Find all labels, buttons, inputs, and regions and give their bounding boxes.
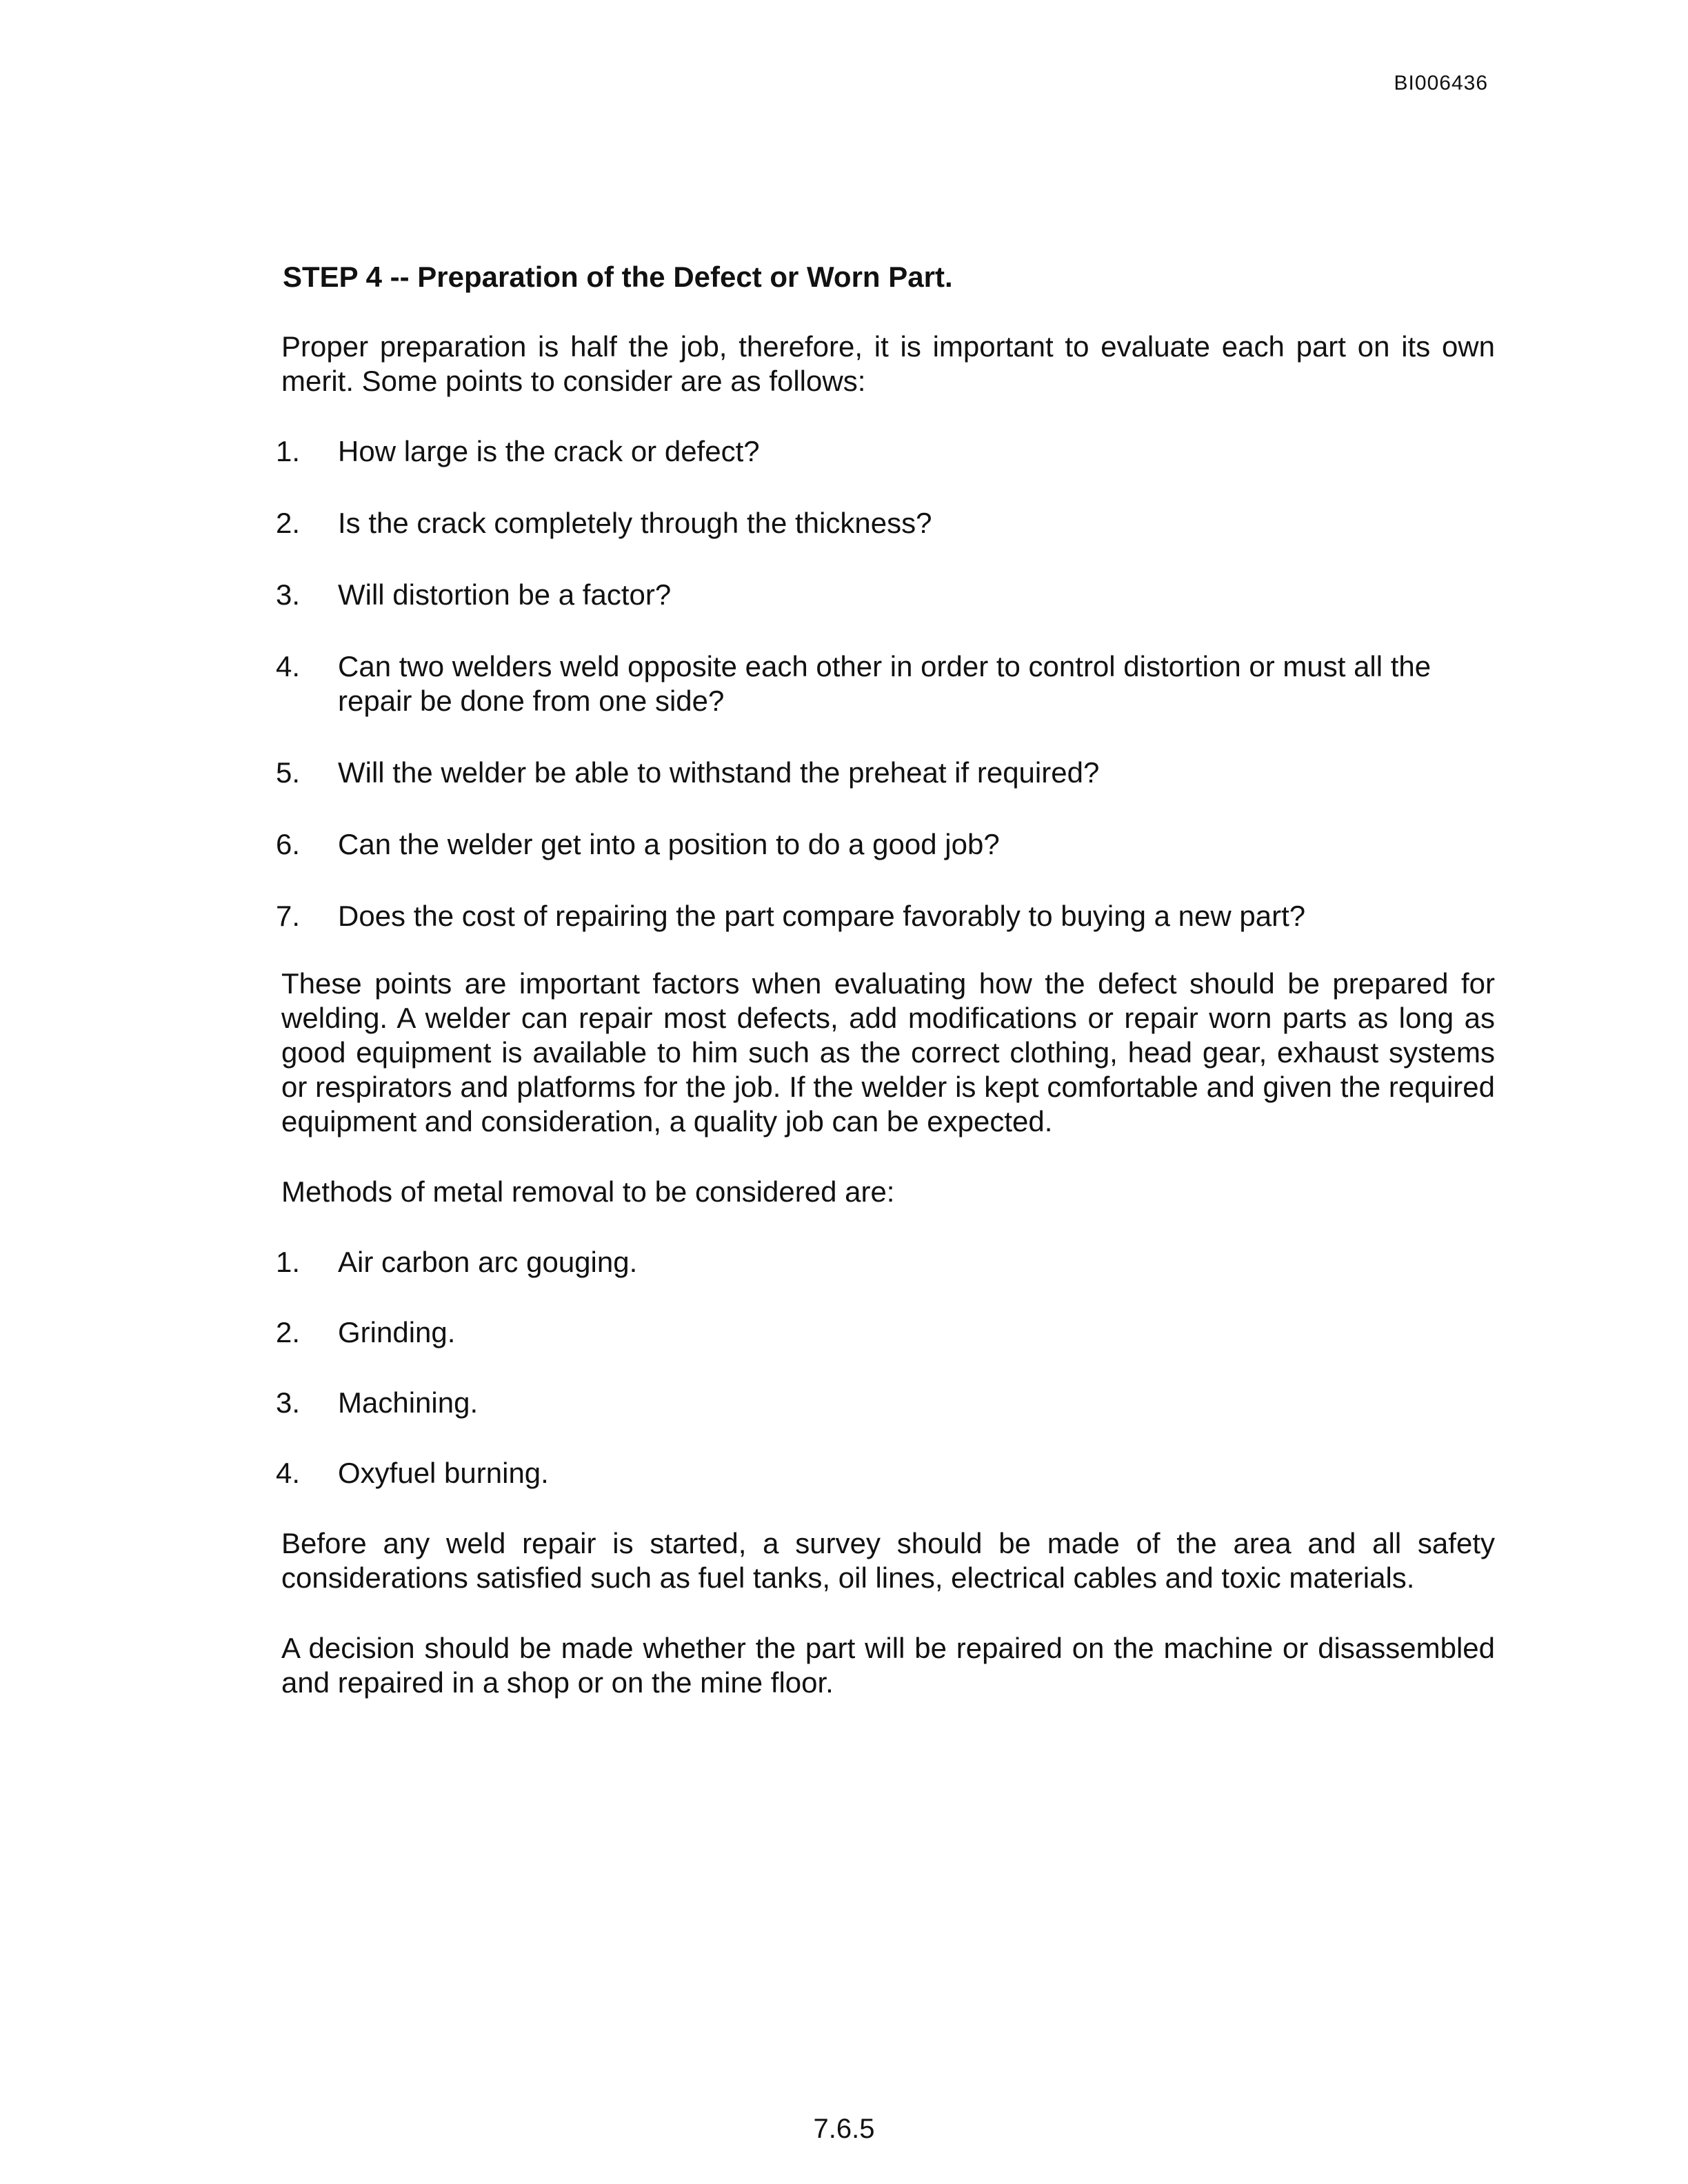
list-item bbox=[276, 1245, 1489, 1280]
decision-paragraph: A decision should be made whether the part will be repaired on the machine or disassembled and repaired in a shop or on the mine floor. bbox=[281, 1632, 1495, 1699]
list-item bbox=[276, 899, 1489, 933]
methods-intro: Methods of metal removal to be considered are: bbox=[281, 1175, 895, 1208]
list-item bbox=[276, 434, 1489, 469]
list-item bbox=[276, 756, 1489, 790]
list-item-text: Will the welder be able to withstand the preheat if required? bbox=[338, 756, 1100, 789]
list-item bbox=[276, 1386, 1489, 1420]
list-item-text: How large is the crack or defect? bbox=[338, 435, 760, 467]
list-item-number: 4. bbox=[276, 650, 301, 682]
list-item-number: 1. bbox=[276, 435, 301, 467]
list-item-text: Can two welders weld opposite each other in order to control distortion or must all the repair be done from one side? bbox=[338, 650, 1431, 717]
list-item-text: Can the welder get into a position to do a good job? bbox=[338, 828, 1000, 860]
factors-paragraph: These points are important factors when evaluating how the defect should be prepared for welding. A welder can repair most defects, add modifications or repair worn parts as long as good equipment is available to him such as the correct clothing, head gear, exhaust systems or respirators and platforms for the job. If the welder is kept comfortable and given the required equipment and consideration, a quality job can be expected. bbox=[281, 967, 1495, 1138]
list-item-number: 4. bbox=[276, 1457, 301, 1489]
document-id: BI006436 bbox=[1394, 72, 1488, 94]
list-item-number: 7. bbox=[276, 900, 301, 932]
list-item-text: Oxyfuel burning. bbox=[338, 1457, 549, 1489]
list-item-text: Is the crack completely through the thickness? bbox=[338, 507, 932, 539]
list-item bbox=[276, 649, 1489, 718]
list-item-number: 3. bbox=[276, 578, 301, 611]
list-item-number: 2. bbox=[276, 1316, 301, 1348]
list-item-text: Grinding. bbox=[338, 1316, 456, 1348]
list-item-text: Machining. bbox=[338, 1386, 479, 1419]
list-item-number: 1. bbox=[276, 1246, 301, 1278]
intro-paragraph: Proper preparation is half the job, therefore, it is important to evaluate each part on its own merit. Some points to consider are as follows: bbox=[281, 330, 1495, 397]
list-item-number: 3. bbox=[276, 1386, 301, 1419]
safety-paragraph: Before any weld repair is started, a survey should be made of the area and all safety considerations satisfied such as fuel tanks, oil lines, electrical cables and toxic materials. bbox=[281, 1527, 1495, 1594]
methods-list bbox=[276, 1245, 1489, 1490]
list-item bbox=[276, 506, 1489, 540]
list-item-number: 5. bbox=[276, 756, 301, 789]
list-item-text: Does the cost of repairing the part compare favorably to buying a new part? bbox=[338, 900, 1306, 932]
list-item-number: 6. bbox=[276, 828, 301, 860]
considerations-list bbox=[276, 434, 1489, 933]
list-item-text: Will distortion be a factor? bbox=[338, 578, 672, 611]
section-heading: STEP 4 -- Preparation of the Defect or Worn Part. bbox=[283, 261, 953, 293]
list-item bbox=[276, 1315, 1489, 1350]
page-number: 7.6.5 bbox=[813, 2114, 875, 2144]
list-item bbox=[276, 827, 1489, 862]
list-item-text: Air carbon arc gouging. bbox=[338, 1246, 638, 1278]
list-item bbox=[276, 578, 1489, 612]
list-item bbox=[276, 1456, 1489, 1490]
list-item-number: 2. bbox=[276, 507, 301, 539]
